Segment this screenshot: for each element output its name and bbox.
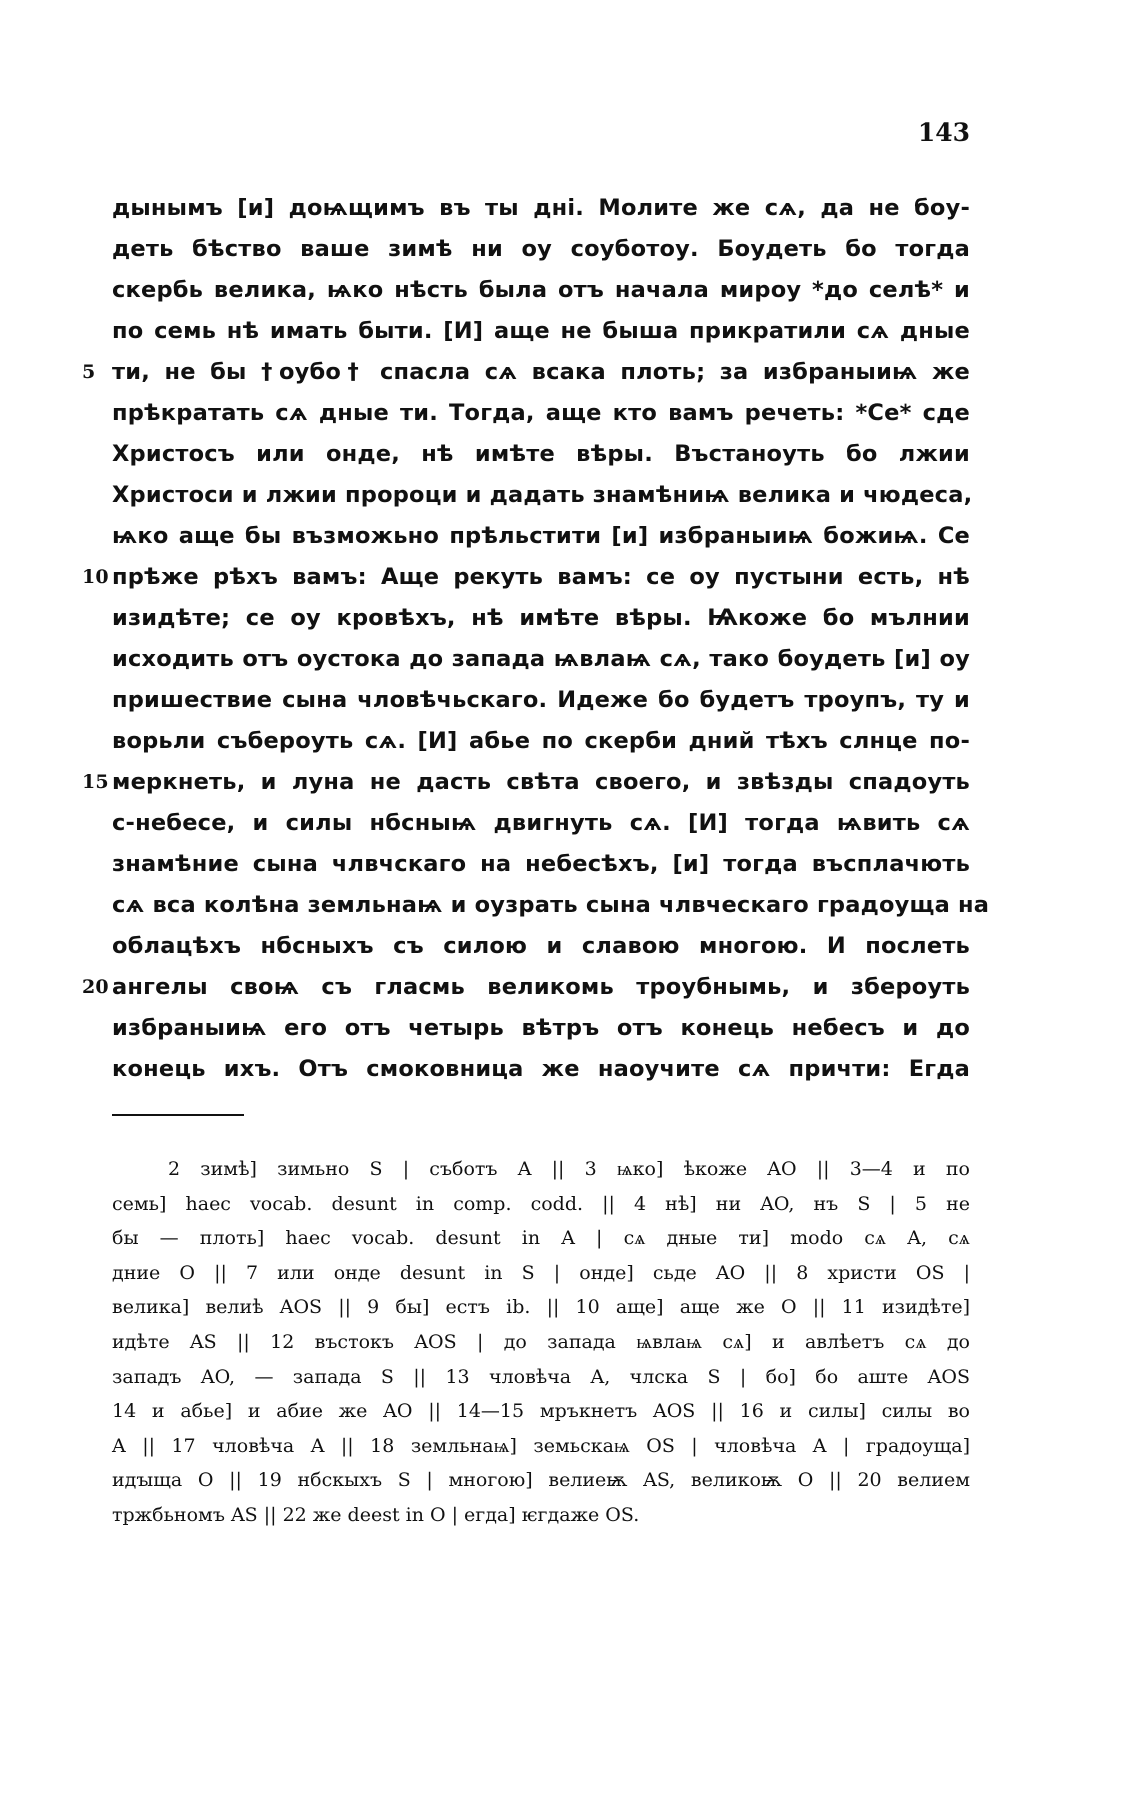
- line-text: изидѣте; се оу кровѣхъ, нѣ имѣте вѣры. Ѩкоже бо мълнии: [112, 605, 970, 631]
- line-text: дынымъ [и] доѩщимъ въ ты дні. Молите же сѧ, да не боу-: [112, 195, 970, 221]
- text-line: [112, 311, 970, 352]
- text-line: [112, 1008, 970, 1049]
- apparatus-line: велика] велиѣ AOS || 9 бы] естъ ib. || 10 аще] аще же O || 11 изидѣте]: [112, 1296, 970, 1319]
- text-line: [112, 639, 970, 680]
- line-number: 5: [82, 361, 96, 383]
- text-line: [112, 393, 970, 434]
- line-text: деть бѣство ваше зимѣ ни оу соуботоу. Боудеть бо тогда: [112, 236, 970, 262]
- page-number: 143: [917, 118, 970, 147]
- line-text: прѣкратать сѧ дные ти. Тогда, аще кто вамъ речеть: *Се* сде: [112, 400, 970, 426]
- apparatus-line: тржбьномъ AS || 22 же deest in O | егда] ѥгдаже OS.: [112, 1503, 640, 1526]
- apparatus-line: 2 зимѣ] зимьно S | съботъ A || 3 ѩко] ѣкоже AO || 3—4 и по: [168, 1158, 970, 1180]
- text-line: [112, 475, 973, 516]
- text-line: [112, 1049, 970, 1090]
- text-line: [82, 762, 970, 803]
- line-text: знамѣние сына члвчскаго на небесѣхъ, [и] тогда въсплачють: [112, 851, 970, 877]
- text-line: [82, 967, 970, 1008]
- line-text: ти, не бы †оубо† спасла сѧ всака плоть; за избраныиѩ же: [112, 359, 970, 385]
- line-text: по семь нѣ имать быти. [И] аще не быша прикратили сѧ дные: [112, 318, 970, 344]
- text-line: [112, 188, 970, 229]
- apparatus-line: бы — плоть] haec vocab. desunt in A | сѧ дные ти] modo сѧ A, сѧ: [112, 1227, 970, 1250]
- footnote-divider: [112, 1114, 244, 1116]
- apparatus-line: идѣте AS || 12 въстокъ AOS | до запада ѩвлаѩ сѧ] и авлѣетъ сѧ до: [112, 1330, 970, 1353]
- line-text: пришествие сына чловѣчьскаго. Идеже бо будетъ троупъ, ту и: [112, 687, 970, 713]
- text-line: [112, 721, 970, 762]
- text-line: [112, 598, 970, 639]
- line-number: 20: [82, 976, 109, 998]
- text-line: [112, 516, 970, 557]
- text-line: [112, 885, 990, 926]
- main-text: [82, 188, 990, 1090]
- line-text: Христосъ или онде, нѣ имѣте вѣры. Въстаноуть бо лжии: [112, 441, 970, 467]
- line-text: ангелы своѩ съ гласмь великомь троубнымь, и збероуть: [112, 974, 970, 1000]
- text-line: [112, 434, 970, 475]
- apparatus-line: A || 17 чловѣча A || 18 земльнаѩ] земьскаѩ OS | чловѣча A | градоуща]: [112, 1434, 970, 1457]
- apparatus-line: идꙑща O || 19 нбскыхъ S | многою] велиеѭ AS, великоѭ O || 20 велием: [112, 1469, 970, 1492]
- line-text: исходить отъ оустока до запада ѩвлаѩ сѧ, тако боудеть [и] оу: [112, 646, 970, 672]
- line-text: ѩко аще бы възможьно прѣльстити [и] избраныиѩ божиѩ. Се: [112, 523, 970, 549]
- text-line: [112, 803, 970, 844]
- line-text: ворьли събероуть сѧ. [И] абье по скерби дний тѣхъ слнце по-: [112, 728, 970, 754]
- apparatus-line: западъ AO, — запада S || 13 чловѣча A, члска S | бо] бо аште AOS: [112, 1365, 970, 1388]
- line-text: конець ихъ. Отъ смоковница же наоучите сѧ причти: Егда: [112, 1056, 970, 1082]
- line-text: меркнеть, и луна не дасть свѣта своего, и звѣзды спадоуть: [112, 769, 970, 795]
- line-text: скербь велика, ѩко нѣсть была отъ начала мироу *до селѣ* и: [112, 277, 970, 303]
- line-number: 15: [82, 771, 109, 793]
- text-line: [112, 844, 970, 885]
- text-line: [112, 926, 970, 967]
- apparatus-line: 14 и абье] и абие же AO || 14—15 мръкнетъ AOS || 16 и силы] силы во: [112, 1400, 970, 1423]
- text-line: [112, 270, 970, 311]
- apparatus-line: семь] haec vocab. desunt in comp. codd. || 4 нѣ] ни AO, нъ S | 5 не: [112, 1192, 970, 1215]
- line-text: с-небесе, и силы нбсныѩ двигнуть сѧ. [И] тогда ѩвить сѧ: [112, 810, 970, 836]
- line-number: 10: [82, 566, 109, 588]
- text-line: [82, 352, 970, 393]
- text-line: [82, 557, 970, 598]
- line-text: избраныиѩ его отъ четырь вѣтръ отъ конець небесъ и до: [112, 1015, 970, 1041]
- apparatus-line: дние O || 7 или онде desunt in S | онде] сьде AO || 8 христи OS |: [112, 1261, 970, 1284]
- text-line: [112, 229, 970, 270]
- critical-apparatus: [112, 1152, 970, 1533]
- text-line: [112, 680, 970, 721]
- line-text: Христоси и лжии пророци и дадать знамѣниѩ велика и чюдеса,: [112, 482, 973, 508]
- line-text: прѣже рѣхъ вамъ: Аще рекуть вамъ: се оу пустыни есть, нѣ: [112, 564, 970, 590]
- line-text: облацѣхъ нбсныхъ съ силою и славою многою. И послеть: [112, 933, 970, 959]
- line-text: сѧ вса колѣна земльнаѩ и оузрать сына члвческаго градоуща на: [112, 892, 990, 918]
